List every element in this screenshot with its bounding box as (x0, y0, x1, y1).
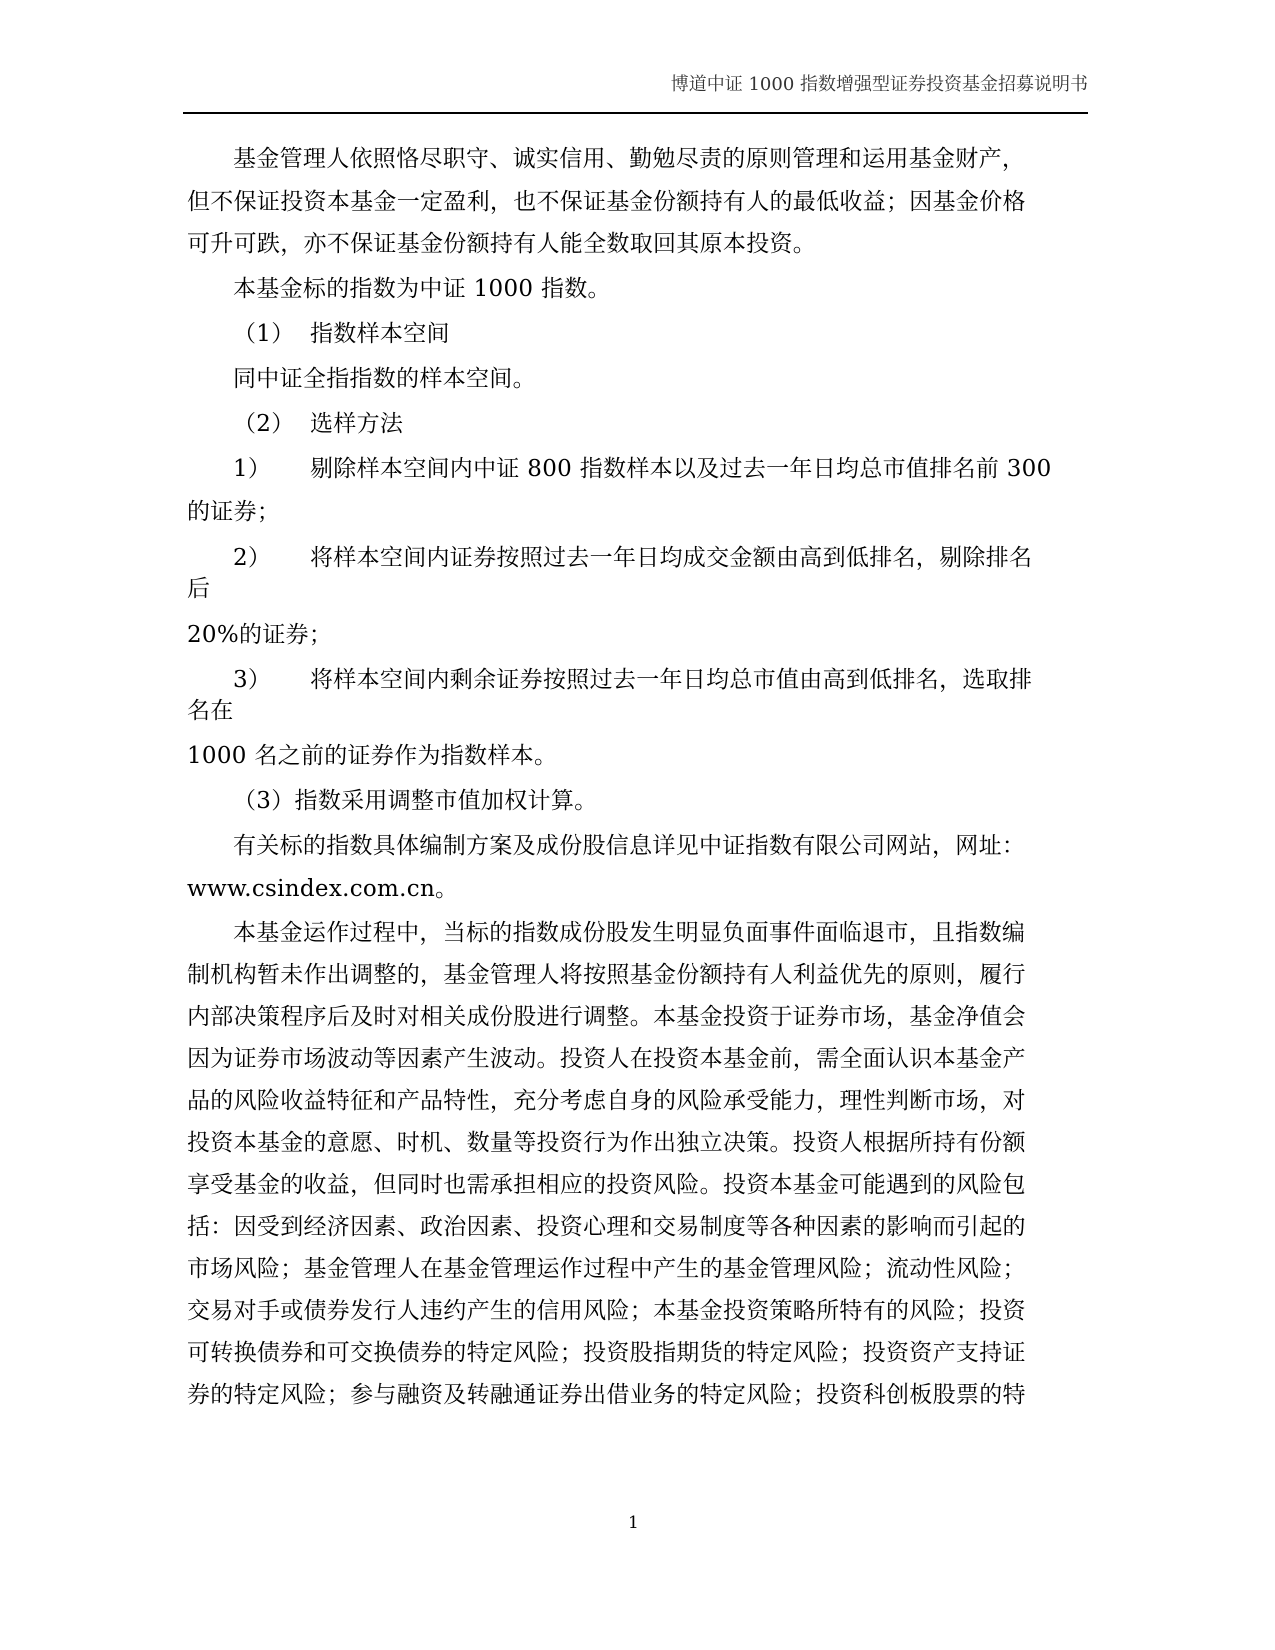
website-link[interactable]: www.csindex.com.cn。 (187, 876, 459, 902)
body-line: 制机构暂未作出调整的，基金管理人将按照基金份额持有人利益优先的原则，履行 (187, 962, 1026, 988)
body-line: 括：因受到经济因素、政治因素、投资心理和交易制度等各种因素的影响而引起的 (187, 1214, 1026, 1240)
body-line: 1000 名之前的证券作为指数样本。 (187, 743, 558, 769)
body-line: 投资本基金的意愿、时机、数量等投资行为作出独立决策。投资人根据所持有份额 (187, 1130, 1026, 1156)
body-line: 名在 (187, 698, 234, 724)
body-line: 市场风险；基金管理人在基金管理运作过程中产生的基金管理风险；流动性风险； (187, 1256, 1026, 1282)
list-item: 2） 将样本空间内证券按照过去一年日均成交金额由高到低排名，剔除排名 (233, 545, 1033, 571)
header-title: 博道中证 1000 指数增强型证券投资基金招募说明书 (670, 74, 1088, 95)
list-item: （2） 选样方法 (233, 411, 404, 437)
body-line: 享受基金的收益，但同时也需承担相应的投资风险。投资本基金可能遇到的风险包 (187, 1172, 1026, 1198)
body-line: 20%的证券； (187, 622, 333, 648)
body-line: 券的特定风险；参与融资及转融通证券出借业务的特定风险；投资科创板股票的特 (187, 1382, 1026, 1408)
body-line: 同中证全指指数的样本空间。 (233, 366, 536, 392)
body-line: 本基金标的指数为中证 1000 指数。 (233, 276, 611, 302)
list-item: （3）指数采用调整市值加权计算。 (233, 788, 598, 814)
body-line: 因为证券市场波动等因素产生波动。投资人在投资本基金前，需全面认识本基金产 (187, 1046, 1026, 1072)
body-line: 交易对手或债券发行人违约产生的信用风险；本基金投资策略所特有的风险；投资 (187, 1298, 1026, 1324)
page-header (183, 72, 1088, 114)
body-line: 内部决策程序后及时对相关成份股进行调整。本基金投资于证券市场，基金净值会 (187, 1004, 1026, 1030)
list-item: （1） 指数样本空间 (233, 321, 450, 347)
body-line: 基金管理人依照恪尽职守、诚实信用、勤勉尽责的原则管理和运用基金财产， (233, 146, 1026, 172)
body-line: 可升可跌，亦不保证基金份额持有人能全数取回其原本投资。 (187, 231, 817, 257)
body-line: 本基金运作过程中，当标的指数成份股发生明显负面事件面临退市，且指数编 (233, 920, 1026, 946)
page-number: 1 (628, 1513, 639, 1533)
list-item: 1） 剔除样本空间内中证 800 指数样本以及过去一年日均总市值排名前 300 (233, 456, 1052, 482)
body-line: 有关标的指数具体编制方案及成份股信息详见中证指数有限公司网站，网址： (233, 833, 1026, 859)
body-line: 品的风险收益特征和产品特性，充分考虑自身的风险承受能力，理性判断市场，对 (187, 1088, 1026, 1114)
body-line: 的证券； (187, 499, 281, 525)
body-line: 可转换债券和可交换债券的特定风险；投资股指期货的特定风险；投资资产支持证 (187, 1340, 1026, 1366)
list-item: 3） 将样本空间内剩余证券按照过去一年日均总市值由高到低排名，选取排 (233, 667, 1033, 693)
body-line: 但不保证投资本基金一定盈利，也不保证基金份额持有人的最低收益；因基金价格 (187, 189, 1026, 215)
body-line: 后 (187, 576, 211, 602)
